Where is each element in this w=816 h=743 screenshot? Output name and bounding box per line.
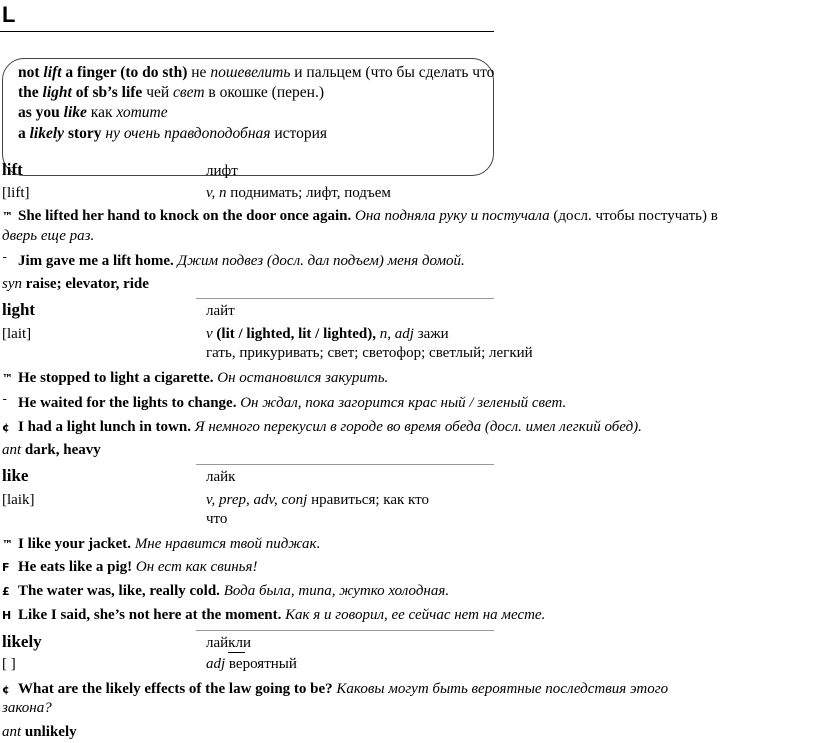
headword: lift <box>2 160 23 179</box>
transcription: [lift] <box>2 185 30 201</box>
antonyms: ant dark, heavy <box>2 442 101 458</box>
definition: v, n поднимать; лифт, подъем <box>206 185 391 201</box>
example-marker-icon: F <box>2 561 10 574</box>
pronunciation: лифт <box>206 163 238 179</box>
idiom-line: as you like как хотите <box>18 104 168 121</box>
example-continuation: дверь еще раз. <box>2 228 95 244</box>
pronunciation: лайк <box>206 469 236 485</box>
example: ™ I like your jacket. Мне нравится твой пиджак. <box>2 536 321 552</box>
pronunciation: лайт <box>206 303 235 319</box>
example-marker-icon: ™ <box>2 538 13 551</box>
example: F He eats like a pig! Он ест как свинья! <box>2 559 258 575</box>
antonyms: ant unlikely <box>2 724 77 740</box>
transcription: [laik] <box>2 492 35 508</box>
example: ™ She lifted her hand to knock on the door once again. Она подняла руку и постучала (досл. чтобы постучать) в <box>2 208 718 224</box>
example-continuation: закона? <box>2 700 52 716</box>
section-letter: L <box>2 2 16 27</box>
entry-divider <box>196 630 494 631</box>
example-marker-icon: ™ <box>2 210 13 223</box>
definition: adj вероятный <box>206 656 297 672</box>
transcription: [lait] <box>2 326 32 342</box>
example-marker-icon: ˉ <box>2 397 8 410</box>
example-marker-icon: H <box>2 609 12 622</box>
example: £ The water was, like, really cold. Вода была, типа, жутко холодная. <box>2 583 450 599</box>
synonyms: syn raise; elevator, ride <box>2 276 149 292</box>
definition-continuation: что <box>206 511 228 527</box>
idiom-line: the light of sb’s life чей свет в окошке (перен.) <box>18 84 324 101</box>
example: ˉ Jim gave me a lift home. Джим подвез (досл. дал подъем) меня домой. <box>2 253 465 269</box>
definition: v, prep, adv, conj нравиться; как кто <box>206 492 429 508</box>
example-marker-icon: ¢ <box>2 421 10 434</box>
example-marker-icon: ˉ <box>2 255 8 268</box>
definition-continuation: гать, прикуривать; свет; светофор; светлый; легкий <box>206 345 533 361</box>
example: ¢ I had a light lunch in town. Я немного перекусил в городе во время обеда (досл. имел легкий обед). <box>2 419 642 435</box>
entry-divider <box>196 464 494 465</box>
transcription: [ ] <box>2 656 16 672</box>
section-divider <box>0 31 494 32</box>
pronunciation: лайкли <box>206 635 251 651</box>
example: ™ He stopped to light a cigarette. Он остановился закурить. <box>2 370 389 386</box>
headword: light <box>2 300 36 319</box>
headword: like <box>2 466 29 485</box>
definition: v (lit / lighted, lit / lighted), n, adj зажи <box>206 326 449 342</box>
headword: likely <box>2 632 42 651</box>
example-marker-icon: ¢ <box>2 683 10 696</box>
example: ˉ He waited for the lights to change. Он ждал, пока загорится крас ный / зеленый свет. <box>2 395 567 411</box>
idiom-line: a likely story ну очень правдоподобная история <box>18 125 328 142</box>
example: ¢ What are the likely effects of the law going to be? Каковы могут быть вероятные последствия этого <box>2 681 669 697</box>
example-marker-icon: ™ <box>2 372 13 385</box>
example-marker-icon: £ <box>2 585 10 598</box>
entry-divider <box>196 298 494 299</box>
example: H Like I said, she’s not here at the moment. Как я и говорил, ее сейчас нет на месте. <box>2 607 546 623</box>
stress-mark <box>228 652 245 653</box>
idiom-line: not lift a finger (to do sth) не пошевелить и пальцем (что бы сделать что <box>18 64 495 81</box>
